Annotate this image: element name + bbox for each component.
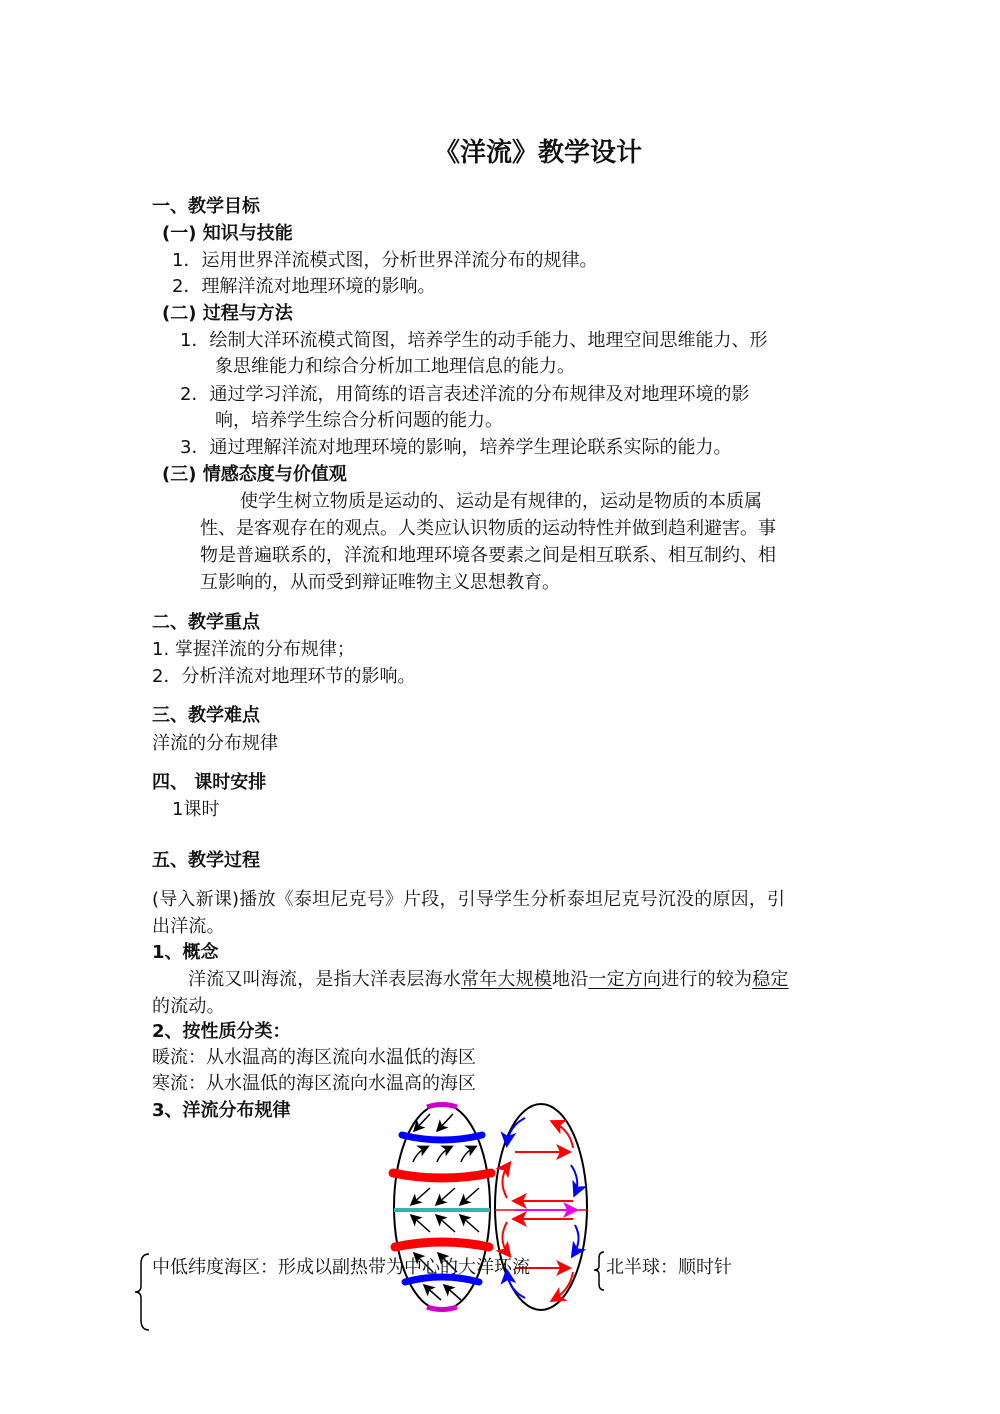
section-objectives-heading: 一、教学目标 bbox=[152, 196, 260, 217]
process-item-3: 3．通过理解洋流对地理环境的影响，培养学生理论联系实际的能力。 bbox=[180, 437, 732, 458]
northern-hemisphere-text: 北半球：顺时针 bbox=[606, 1257, 732, 1278]
inner-brace bbox=[592, 1250, 606, 1292]
key-point-2: 2．分析洋流对地理环节的影响。 bbox=[152, 666, 416, 687]
process-item-1-cont: 象思维能力和综合分析加工地理信息的能力。 bbox=[215, 356, 575, 377]
concept-line-1 bbox=[188, 965, 789, 991]
section-difficulty-heading: 三、教学难点 bbox=[152, 705, 260, 726]
concept-underline-3: 稳定 bbox=[752, 969, 789, 990]
document-title: 《洋流》教学设计 bbox=[433, 138, 642, 168]
schedule-text: 1课时 bbox=[172, 799, 220, 820]
key-point-1: 1. 掌握洋流的分布规律； bbox=[152, 639, 355, 660]
intro-line-2: 出洋流。 bbox=[152, 916, 225, 937]
concept-underline-1: 常年大规模 bbox=[461, 969, 552, 990]
concept-line-2: 的流动。 bbox=[152, 996, 225, 1017]
process-item-1: 1．绘制大洋环流模式简图，培养学生的动手能力、地理空间思维能力、形 bbox=[180, 330, 768, 351]
concept-heading: 1、概念 bbox=[152, 942, 219, 963]
distribution-heading: 3、洋流分布规律 bbox=[152, 1100, 291, 1121]
cold-current-def: 寒流：从水温低的海区流向水温高的海区 bbox=[152, 1073, 476, 1094]
knowledge-item-1: 1．运用世界洋流模式图，分析世界洋流分布的规律。 bbox=[172, 250, 598, 271]
low-mid-latitude-text: 中低纬度海区：形成以副热带为中心的大洋环流 bbox=[152, 1257, 530, 1278]
section-schedule-heading: 四、 课时安排 bbox=[152, 772, 267, 793]
subsection-process-heading: (二) 过程与方法 bbox=[162, 303, 293, 324]
outer-brace bbox=[133, 1252, 153, 1332]
section-key-points-heading: 二、教学重点 bbox=[152, 612, 260, 633]
warm-current-def: 暖流：从水温高的海区流向水温低的海区 bbox=[152, 1047, 476, 1068]
concept-underline-2: 一定方向 bbox=[588, 969, 662, 990]
subsection-knowledge-heading: (一) 知识与技能 bbox=[162, 223, 293, 244]
process-item-2-cont: 响，培养学生综合分析问题的能力。 bbox=[215, 410, 503, 431]
values-line-3: 物是普遍联系的，洋流和地理环境各要素之间是相互联系、相互制约、相 bbox=[200, 545, 776, 566]
section-process-heading: 五、教学过程 bbox=[152, 850, 260, 871]
values-line-2: 性、是客观存在的观点。人类应认识物质的运动特性并做到趋利避害。事 bbox=[200, 518, 776, 539]
knowledge-item-2: 2．理解洋流对地理环境的影响。 bbox=[172, 276, 436, 297]
intro-line-1: (导入新课)播放《泰坦尼克号》片段，引导学生分析泰坦尼克号沉没的原因，引 bbox=[152, 889, 786, 910]
difficulty-text: 洋流的分布规律 bbox=[152, 733, 278, 754]
concept-text-b: 地沿 bbox=[552, 969, 589, 990]
values-line-1: 使学生树立物质是运动的、运动是有规律的，运动是物质的本质属 bbox=[240, 491, 762, 512]
ocean-current-diagram bbox=[385, 1100, 605, 1315]
values-line-4: 互影响的，从而受到辩证唯物主义思想教育。 bbox=[200, 572, 560, 593]
concept-text-a: 洋流又叫海流，是指大洋表层海水 bbox=[188, 969, 461, 990]
concept-text-c: 进行的较为 bbox=[661, 969, 753, 990]
subsection-values-heading: (三) 情感态度与价值观 bbox=[162, 464, 347, 485]
classification-heading: 2、按性质分类： bbox=[152, 1021, 291, 1042]
process-item-2: 2．通过学习洋流，用简练的语言表述洋流的分布规律及对地理环境的影 bbox=[180, 384, 750, 405]
